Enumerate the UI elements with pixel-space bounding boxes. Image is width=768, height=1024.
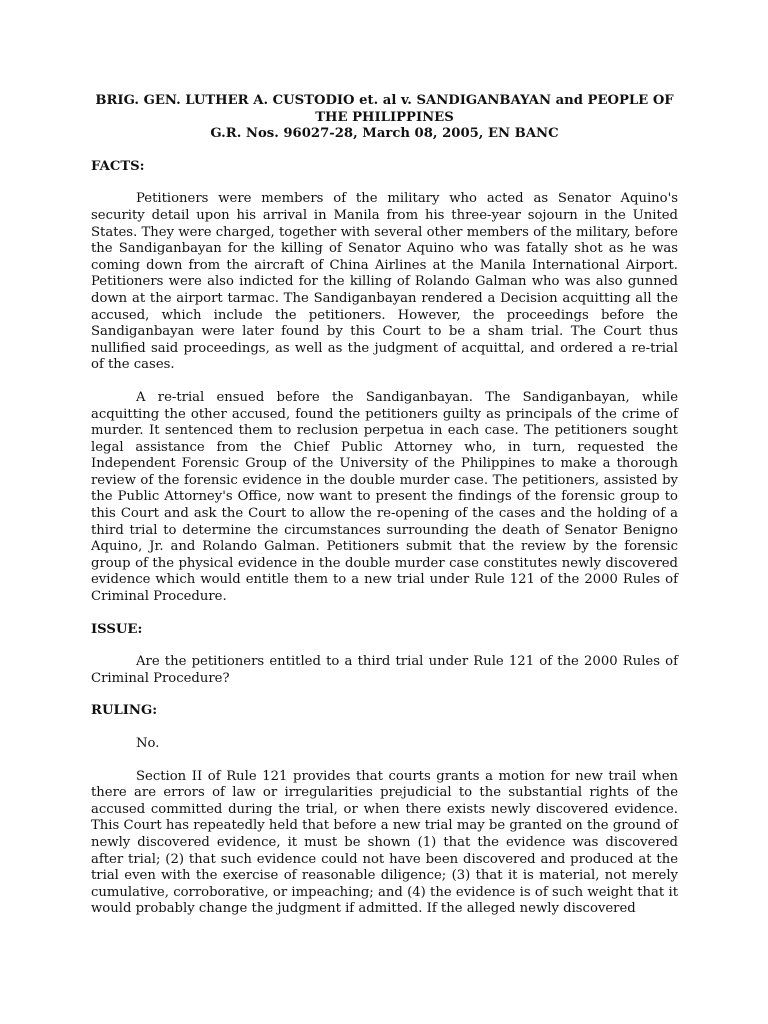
facts-paragraph-2: A re-trial ensued before the Sandiganbayan. The Sandiganbayan, while acquitting the other accused, found the petitioners guilty as principals of the crime of murder. It sentenced them to reclusion perpetua in each case. The petitioners sought legal assistance from the Chief Public Attorney who, in turn, requested the Independent Forensic Group of the University of the Philippines to make a thorough review of the forensic evidence in the double murder case. The petitioners, assisted by the Public Attorney's Office, now want to present the findings of the forensic group to this Court and ask the Court to allow the re-opening of the cases and the holding of a third trial to determine the circumstances surrounding the death of Senator Benigno Aquino, Jr. and Rolando Galman. Petitioners submit that the review by the forensic group of the physical evidence in the double murder case constitutes newly discovered evidence which would entitle them to a new trial under Rule 121 of the 2000 Rules of Criminal Procedure. <box>91 389 678 605</box>
facts-heading: FACTS: <box>91 158 145 174</box>
spacer <box>91 638 678 654</box>
issue-heading: ISSUE: <box>91 621 143 637</box>
spacer <box>91 606 678 622</box>
ruling-paragraph-1: No. <box>136 736 160 751</box>
case-title-line-1: BRIG. GEN. LUTHER A. CUSTODIO et. al v. SANDIGANBAYAN and PEOPLE OF <box>95 93 674 108</box>
spacer <box>91 720 678 736</box>
ruling-paragraph-2: Section II of Rule 121 provides that courts grants a motion for new trail when there are errors of law or irregularities prejudicial to the substantial rights of the accused committed during the trial, or when there exists newly discovered evidence. This Court has repeatedly held that before a new trial may be granted on the ground of newly discovered evidence, it must be shown (1) that the evidence was discovered after trial; (2) that such evidence could not have been discovered and produced at the trial even with the exercise of reasonable diligence; (3) that it is material, not merely cumulative, corroborative, or impeaching; and (4) the evidence is of such weight that it would probably change the judgment if admitted. If the alleged newly discovered <box>91 768 678 917</box>
ruling-heading: RULING: <box>91 703 158 719</box>
document-content <box>91 93 678 918</box>
spacer <box>91 143 678 159</box>
issue-paragraph: Are the petitioners entitled to a third trial under Rule 121 of the 2000 Rules of Criminal Procedure? <box>91 654 678 686</box>
case-title <box>91 93 678 143</box>
case-title-line-2: THE PHILIPPINES <box>315 109 454 125</box>
facts-paragraph-1: Petitioners were members of the military who acted as Senator Aquino's security detail upon his arrival in Manila from his three-year sojourn in the United States. They were charged, together with several other members of the military, before the Sandiganbayan for the killing of Senator Aquino who was fatally shot as he was coming down from the aircraft of China Airlines at the Manila International Airport. Petitioners were also indicted for the killing of Rolando Galman who was also gunned down at the airport tarmac. The Sandiganbayan rendered a Decision acquitting all the accused, which include the petitioners. However, the proceedings before the Sandiganbayan were later found by this Court to be a sham trial. The Court thus nullified said proceedings, as well as the judgment of acquittal, and ordered a re-trial of the cases. <box>91 191 678 373</box>
spacer <box>91 374 678 390</box>
spacer <box>91 753 678 769</box>
spacer <box>91 175 678 191</box>
case-citation-line: G.R. Nos. 96027-28, March 08, 2005, EN BANC <box>210 126 559 142</box>
spacer <box>91 687 678 703</box>
